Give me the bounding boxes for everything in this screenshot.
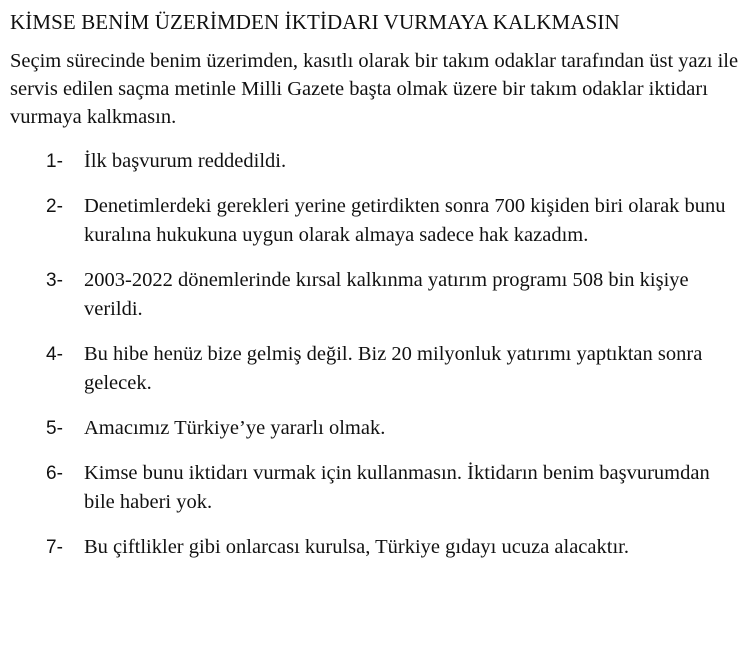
- intro-paragraph: Seçim sürecinde benim üzerimden, kasıtlı olarak bir takım odaklar tarafından üst yazı ile servis edilen saçma metinle Milli Gazete başta olmak üzere bir takım odaklar iktidarı vurmaya kalkmasın.: [10, 50, 739, 128]
- list-item: [10, 147, 745, 176]
- list-item-text: İlk başvurum reddedildi.: [84, 150, 287, 172]
- list-item-number: 3-: [46, 270, 63, 291]
- list-item: [10, 414, 745, 443]
- list-item-number: 1-: [46, 151, 63, 172]
- list-item: [10, 533, 745, 562]
- list-item: [10, 340, 745, 398]
- list-item-text: Kimse bunu iktidarı vurmak için kullanmasın. İktidarın benim başvurumdan bile haberi yok.: [84, 462, 710, 513]
- list-item: [10, 459, 745, 517]
- list-item-number: 6-: [46, 463, 63, 484]
- list-item-text: Denetimlerdeki gerekleri yerine getirdikten sonra 700 kişiden biri olarak bunu kuralına hukukuna uygun olarak almaya sadece hak kazadım.: [84, 195, 726, 246]
- list-item-number: 4-: [46, 344, 63, 365]
- document-title: KİMSE BENİM ÜZERİMDEN İKTİDARI VURMAYA KALKMASIN: [10, 10, 620, 34]
- list-item-number: 5-: [46, 418, 63, 439]
- document: [10, 8, 745, 578]
- list-item-number: 7-: [46, 537, 63, 558]
- list-item-text: Amacımız Türkiye’ye yararlı olmak.: [84, 417, 386, 439]
- list-item-text: 2003-2022 dönemlerinde kırsal kalkınma yatırım programı 508 bin kişiye verildi.: [84, 269, 689, 320]
- list-item-text: Bu hibe henüz bize gelmiş değil. Biz 20 milyonluk yatırımı yaptıktan sonra gelecek.: [84, 343, 703, 394]
- list-item: [10, 192, 745, 250]
- list-item-text: Bu çiftlikler gibi onlarcası kurulsa, Türkiye gıdayı ucuza alacaktır.: [84, 536, 629, 558]
- numbered-list: [10, 147, 745, 562]
- list-item-number: 2-: [46, 196, 63, 217]
- list-item: [10, 266, 745, 324]
